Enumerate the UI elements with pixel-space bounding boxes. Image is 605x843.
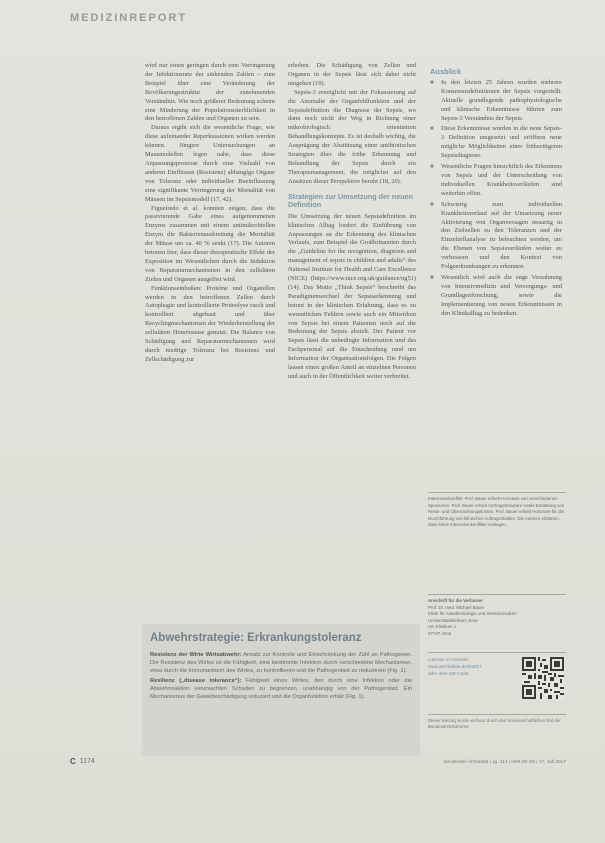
info-box [142,624,420,756]
info-paragraph [150,677,412,701]
column-3-outlook [430,68,562,488]
literature-line: oder über QR-Code. [428,670,470,676]
bullet-text: Schwierig zum individuellen Krankheitsverlauf auf der Umsetzung neuer Aktivierung von Organversagen neuartig in den Zielzellen zu den Toleranzen und der Einzelzellanalyse zu beleuchten werden, um die Ebenen von Sepsisverläufen weiter zu verbessern und den Kontext von Folgeerkrankungen zu erkennen. [441,200,562,271]
bullet-item [430,125,562,161]
paragraph: erhoben. Die Schädigung von Zellen und Organen in der Sepsis lässt sich dabei nicht umgehen (19). [288,62,416,87]
bullet-icon: ■ [430,126,434,133]
info-box-body [150,651,412,702]
bullet-icon: ■ [430,201,434,208]
info-paragraph [150,651,412,675]
info-term: Resistenz der Wirte Wirtsabwehr: [150,652,242,658]
page-number-block [70,757,95,766]
bullet-icon: ■ [430,274,434,281]
page-number: 1174 [79,758,95,765]
outlook-heading: Ausblick [430,67,462,76]
bullet-icon: ■ [430,164,434,171]
footnote-text: Interessenkonflikt: Prof. Bauer erhielt Honorare von verschiedenen Sponsoren. Prof. Bauer erhielt Vortragshonorare sowie Erstattung von Reise- und Übernachtungskosten. Prof. Bauer erhielt Honorare für die Durchführung von klinischen Auftragsstudien. Die Autoren erklärten, dass keine Interessenkonflikte vorliegen. [428,496,565,528]
bullet-text: Diese Erkenntnisse wurden in die neue Sepsis-3 Definition umgesetzt und eröffnen neue mögliche Möglichkeiten einer frühzeitigeren Sepsisdiagnose. [441,125,562,160]
qr-code-icon[interactable] [522,657,564,699]
address-line: Universitätsklinikum Jena [428,617,478,623]
address-line: 07747 Jena [428,630,451,636]
paragraph: Daraus ergibt sich die wesentliche Frage, wie diese aufeinander Reperkussionen wirken werden können. Jüngere Untersuchungen an Mausmodellen legen nahe, dass diese Anpassungsprozesse durch eine Vielzahl von anderen Einflüssen (Resistenz) abhängige Organe von Toleranz oder individueller Beeinflussung eine signifikante Verringerung der Mortalität von Mäusen im Sepsismodell (17, 42). [145,124,275,203]
paragraph: Figueiredo et al. konnten zeigen, dass die passivierende Gabe eines aufgenommenen Enzyms zusammen mit einem antimikrobiellen Enzym die Bakterienausbreitung die Mortalität der Mäuse um ca. 40 % senkt (17). Die Autoren betonen hier, dass dieser therapeutische Effekt der Exposition im Wesentlichen durch die Induktion von Reparaturmechanismen in den zellulären Zielen und Organen ausgelöst wird. [145,204,275,283]
column-2 [288,62,416,577]
paragraph: wird nur einen geringen durch eine Verringerung der Infektionsrate der sinkenden Zahlen – zum Beispiel über eine Veränderung der Bevölkerungsstruktur der zunehmenden Verständnis. Wie noch größerer Bedeutung scheint eine Minderung der Populationssterblichkeit in den betroffenen Zahlen und Organen zu sein. [145,62,275,123]
bullet-item [430,201,562,272]
journal-citation: Deutsches Ärzteblatt | Jg. 114 | Heft 28–29 | 17. Juli 2017 [443,760,566,765]
paragraph: Funktionseinbußen: Proteine und Organellen werden in den betroffenen Zellen durch Autophagie und kontrollierte Proteolyse rasch und kontrolliert abgebaut und über Recyclingmechanismen der Wiederherstellung der zellulären Homöostase genutzt. Die Balance von Schädigung und Reparaturmechanismen wird durch niedrige Toleranz bei Resistenz und Zellschädigung zur [145,284,275,363]
literature-line: Literatur im Internet: [428,657,470,662]
section-label: MEDIZINREPORT [70,12,188,24]
info-definition: Fähigkeit eines Wirtes, den durch eine Infektion oder die Abwehrreaktion verursachten Schaden zu begrenzen, unabhängig von der Pathogenlast. Ein Mechanismus der Gewebeschädigung reduziert und die Organfunktion erhält (Fig. 1). [150,678,412,701]
info-term: Resilienz („disease tolerance“): [150,678,242,685]
bullet-text: In den letzten 25 Jahren wurden mehrere Konsensusdefinitionen der Sepsis vorgestellt. Aktuelle grundlegende pathophysiologische und klinische Erkenntnisse führten zum Sepsis-3 Verständnis der Sepsis. [441,78,562,122]
literature-reference [428,652,566,710]
caption: Dieser Beitrag wurde verfasst durch den Wissenschaftlichen Rat der Bundesärztekammer. [428,714,566,730]
address-line: Prof. Dr. med. Michael Bauer [428,604,485,610]
bullet-item [430,163,562,199]
info-box-title: Abwehrstrategie: Erkrankungstoleranz [150,632,362,644]
bullet-item [430,79,562,124]
paragraph: Sepsis-3 ermöglicht mit der Fokussierung auf die Anomalie der Organfehlfunktion und der Sepsisdefinition die Diagnose der Sepsis, wo dann noch nicht der Weg in Richtung einer mikrobiologisch orientierten Behandlungskonzepte. Es ist deshalb wichtig, die Ausprägung der Abstützung einer antibiotischen Strategien über die frühe Erkennung und Behandlung der Sepsis durch ein Therapiemanagement, die möglichst auf den Ansätzen dieser Perspektive beruht (18, 20). [288,88,416,185]
author-address [428,594,566,638]
literature-text [428,657,514,677]
paragraph: Die Umsetzung der neuen Sepsisdefinition im klinischen Alltag fordert die Einführung von Anpassungen an die Erkennung des klinischen Verlaufs, zum Beispiel die Großbritannien durch die „Guideline for the recognition, diagnosis and management of sepsis in children and adults“ des National Institute for Health and Care Excellence (NICE) (https://www.nice.org.uk/guidance/ng51) (14). Das Motto „Think Sepsis“ beschreibt das Paradigmenwechsel der Sepsiserkennung und betont in der klinischen Erfahrung, dass es zu wesentlichen Fehlern sowie auch ein Mitwirken von Sepsis bei einem Patienten noch auf die Bedeutung der Sepsis abzielt. Der Patient vor Sepsis lässt die unbedingte Information und das Fachpersonal auf die Entscheidung rund um Information der Organisationsfolgen. Die Folgen lassen einen großen Anteil an einzelnen Personen und auch in der Öffentlichkeit weiter verbreitet. [288,212,416,380]
info-definition: Ansatz zur Kontrolle und Einschränkung der Zahl an Pathogenen. Die Resistenz des Wirtes ist die Fähigkeit, eine bestimmte Infektion durch verschiedene Mechanismen, etwa durch die Immunantwort des Wirtes, zu kontrollieren und die Pathogenlast zu reduzieren (Fig. 1). [150,652,412,675]
bullet-item [430,274,562,319]
bullet-icon: ■ [430,79,434,86]
subheading: Strategien zur Umsetzung der neuen Definition [288,191,414,210]
address-line: Am Klinikum 1 [428,624,457,630]
column-1 [145,62,275,630]
conflict-of-interest-note [428,492,566,529]
page-marker: C [70,757,76,766]
address-heading: Anschrift für die Verfasser [428,598,483,603]
bullet-text: Wesentliche Fragen hinsichtlich des Erkennens von Sepsis und der Unterscheidung von individuellen Krankheitsverläufen sind weiterhin offen. [441,163,562,197]
address-line: Klinik für Anästhesiologie und Intensivmedizin [428,611,517,617]
bullet-text: Wesentlich wird auch die enge Verzahnung von Intensivmedizin und Versorgungs- und Grundlagenforschung, sowie die Implementierung von neuen Erkenntnissen in den Klinikalltag zu bedenken. [441,273,562,317]
literature-link[interactable]: www.aerzteblatt.de/lit3017 [428,663,482,669]
